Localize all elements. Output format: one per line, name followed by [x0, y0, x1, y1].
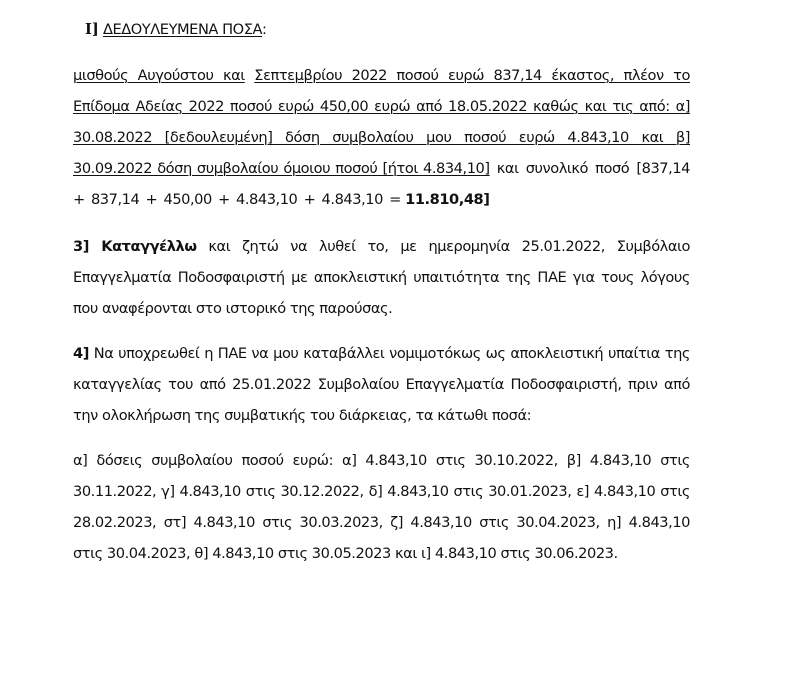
section-3-text: και ζητώ να λυθεί το, με ημερομηνία 25.01.2022, Συμβόλαιο Επαγγελματία Ποδοσφαιριστή με αποκλειστική υπαιτιότητα της ΠΑΕ για τους λόγους που αναφέρονται στο ιστορικό της παρούσας.: [73, 238, 691, 317]
section-3-heading: 3] Καταγγέλλω: [73, 238, 197, 255]
section-4-text: Να υποχρεωθεί η ΠΑΕ να μου καταβάλλει νομιμοτόκως ως αποκλειστική υπαίτια της καταγγελίας του από 25.01.2022 Συμβολαίου Επαγγελματία Ποδοσφαιριστή, πριν από την ολοκλήρωση της συμβατικής του διάρκειας, τα κάτωθι ποσά:: [73, 345, 690, 424]
section-heading-accrued-amounts: [85, 14, 690, 46]
section-title: ΔΕΔΟΥΛΕΥΜΕΝΑ ΠΟΣΑ: [102, 21, 263, 38]
installments-paragraph: [73, 445, 690, 569]
accrued-underlined-text-1: μισθούς Αυγούστου και: [73, 67, 245, 84]
section-4-paragraph: [73, 338, 690, 431]
section-number: I]: [85, 21, 99, 38]
installments-text: α] δόσεις συμβολαίου ποσού ευρώ: α] 4.843,10 στις 30.10.2022, β] 4.843,10 στις 30.11.2022, γ] 4.843,10 στις 30.12.2022, δ] 4.843,10 στις 30.01.2023, ε] 4.843,10 στις 28.02.2023, στ] 4.843,10 στις 30.03.2023, ζ] 4.843,10 στις 30.04.2023, η] 4.843,10 στις 30.04.2023, θ] 4.843,10 στις 30.05.2023 και ι] 4.843,10 στις 30.06.2023.: [73, 452, 690, 562]
accrued-total-calculation: και συνολικό ποσό [837,14 + 837,14 + 450,00 + 4.843,10 + 4.843,10 =: [73, 160, 691, 208]
accrued-total-amount: 11.810,48]: [405, 191, 490, 208]
document-page: [73, 14, 690, 569]
section-title-colon: :: [262, 21, 267, 38]
section-3-paragraph: [73, 231, 690, 324]
section-4-number: 4]: [73, 345, 89, 362]
accrued-underlined-text-2: Σεπτεμβρίου 2022 ποσού ευρώ 837,14 έκαστος, πλέον το Επίδομα Αδείας 2022 ποσού ευρώ 450,00 ευρώ από 18.05.2022 καθώς και τις από: α] 30.08.2022 [δεδουλευμένη] δόση συμβολαίου μου ποσού ευρώ 4.843,10 και β] 30.09.2022 δόση συμβολαίου όμοιου ποσού [ήτοι 4.834,10]: [73, 67, 690, 177]
accrued-amounts-paragraph: [73, 60, 690, 215]
